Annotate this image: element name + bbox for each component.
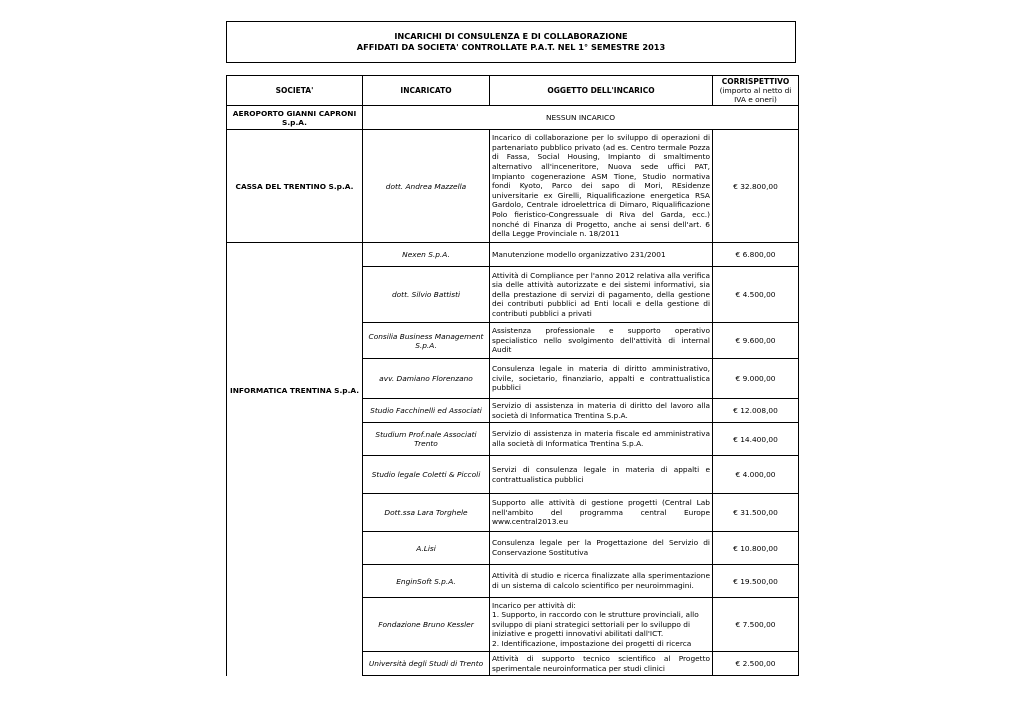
importo-cell: € 4.000,00 <box>713 456 799 494</box>
incaricato-cell: avv. Damiano Florenzano <box>363 359 490 399</box>
oggetto-cell: Manutenzione modello organizzativo 231/2001 <box>490 243 713 267</box>
incaricato-cell: A.Lisi <box>363 532 490 565</box>
incaricato-cell: Università degli Studi di Trento <box>363 652 490 676</box>
importo-cell: € 31.500,00 <box>713 494 799 532</box>
oggetto-cell: Servizio di assistenza in materia di diritto del lavoro alla società di Informatica Trentina S.p.A. <box>490 399 713 423</box>
importo-cell: € 32.800,00 <box>713 130 799 243</box>
header-societa: SOCIETA' <box>227 76 363 106</box>
incaricato-cell: Fondazione Bruno Kessler <box>363 598 490 652</box>
table-row <box>227 243 799 267</box>
oggetto-cell: Attività di Compliance per l'anno 2012 relativa alla verifica sia delle attività autorizzate e dei sistemi informativi, sia della prestazione di servizi di pagamento, della gestione dei contributi pubblici ad Enti locali e della gestione di contributi pubblici a privati <box>490 267 713 323</box>
header-corrispettivo <box>713 76 799 106</box>
table-row <box>227 130 799 243</box>
header-corrispettivo-note: (importo al netto di IVA e oneri) <box>719 86 792 104</box>
header-incaricato: INCARICATO <box>363 76 490 106</box>
oggetto-cell: Incarico di collaborazione per lo sviluppo di operazioni di partenariato pubblico privato (ad es. Centro termale Pozza di Fassa, Social Housing, Impianto di smaltimento alternativo all'inceneritore, Nuova sede uffici PAT, Impianto cogenerazione ASM Tione, Studio normativa fondi Kyoto, Parco dei sapo di Mori, REsidenze universitarie ex Girelli, Riqualificazione energetica RSA Gardolo, Centrale idroelettrica di Dimaro, Riqualificazione Polo fieristico-Congressuale di Riva del Garda, ecc.) nonché di Finanza di Progetto, anche ai sensi dell'art. 6 della Legge Provinciale n. 18/2011 <box>490 130 713 243</box>
importo-cell: € 19.500,00 <box>713 565 799 598</box>
company-informatica: INFORMATICA TRENTINA S.p.A. <box>229 386 360 395</box>
importo-cell: € 7.500,00 <box>713 598 799 652</box>
oggetto-cell: Supporto alle attività di gestione progetti (Central Lab nell'ambito del programma central Europe www.central2013.eu <box>490 494 713 532</box>
incaricato-cell: EnginSoft S.p.A. <box>363 565 490 598</box>
header-row <box>227 76 799 106</box>
company-cassa: CASSA DEL TRENTINO S.p.A. <box>227 130 363 243</box>
importo-cell: € 9.600,00 <box>713 323 799 359</box>
header-corrispettivo-label: CORRISPETTIVO <box>721 77 790 86</box>
importo-cell: € 14.400,00 <box>713 423 799 456</box>
aeroporto-note: NESSUN INCARICO <box>363 106 799 130</box>
importo-cell: € 2.500,00 <box>713 652 799 676</box>
table-row-aeroporto <box>227 106 799 130</box>
incarichi-table <box>226 75 799 676</box>
incaricato-cell: dott. Andrea Mazzella <box>363 130 490 243</box>
oggetto-cell: Servizi di consulenza legale in materia di appalti e contrattualistica pubblici <box>490 456 713 494</box>
incaricato-cell: Studium Prof.nale Associati Trento <box>363 423 490 456</box>
company-aeroporto: AEROPORTO GIANNI CAPRONI S.p.A. <box>227 106 363 130</box>
title-line-1: INCARICHI DI CONSULENZA E DI COLLABORAZIONE <box>394 31 628 41</box>
header-oggetto: OGGETTO DELL'INCARICO <box>490 76 713 106</box>
oggetto-cell: Servizio di assistenza in materia fiscale ed amministrativa alla società di Informatica Trentina S.p.A. <box>490 423 713 456</box>
oggetto-cell: Attività di studio e ricerca finalizzate alla sperimentazione di un sistema di calcolo scientifico per neuroimmagini. <box>490 565 713 598</box>
oggetto-cell: Incarico per attività di: 1. Supporto, in raccordo con le strutture provinciali, allo sviluppo di piani strategici settoriali per lo sviluppo di iniziative e progetti innovativi abilitati dall'ICT. 2. Identificazione, impostazione dei progetti di ricerca <box>490 598 713 652</box>
oggetto-cell: Consulenza legale in materia di diritto amministrativo, civile, societario, finanziario, appalti e contrattualistica pubblici <box>490 359 713 399</box>
oggetto-cell: Consulenza legale per la Progettazione del Servizio di Conservazione Sostitutiva <box>490 532 713 565</box>
company-blank-cell <box>227 652 363 676</box>
importo-cell: € 12.008,00 <box>713 399 799 423</box>
oggetto-cell: Assistenza professionale e supporto operativo specialistico nello svolgimento dell'attività di internal Audit <box>490 323 713 359</box>
document-title <box>226 21 796 63</box>
importo-cell: € 9.000,00 <box>713 359 799 399</box>
title-line-2: AFFIDATI DA SOCIETA' CONTROLLATE P.A.T. NEL 1° SEMESTRE 2013 <box>356 42 666 52</box>
incaricato-cell: Dott.ssa Lara Torghele <box>363 494 490 532</box>
importo-cell: € 6.800,00 <box>713 243 799 267</box>
incaricato-cell: Studio legale Coletti & Piccoli <box>363 456 490 494</box>
oggetto-cell: Attività di supporto tecnico scientifico al Progetto sperimentale neuroinformatica per studi clinici <box>490 652 713 676</box>
incaricato-cell: Studio Facchinelli ed Associati <box>363 399 490 423</box>
importo-cell: € 10.800,00 <box>713 532 799 565</box>
incaricato-cell: Consilia Business Management S.p.A. <box>363 323 490 359</box>
company-informatica-cell <box>227 243 363 652</box>
incaricato-cell: dott. Silvio Battisti <box>363 267 490 323</box>
table-row <box>227 652 799 676</box>
importo-cell: € 4.500,00 <box>713 267 799 323</box>
incaricato-cell: Nexen S.p.A. <box>363 243 490 267</box>
